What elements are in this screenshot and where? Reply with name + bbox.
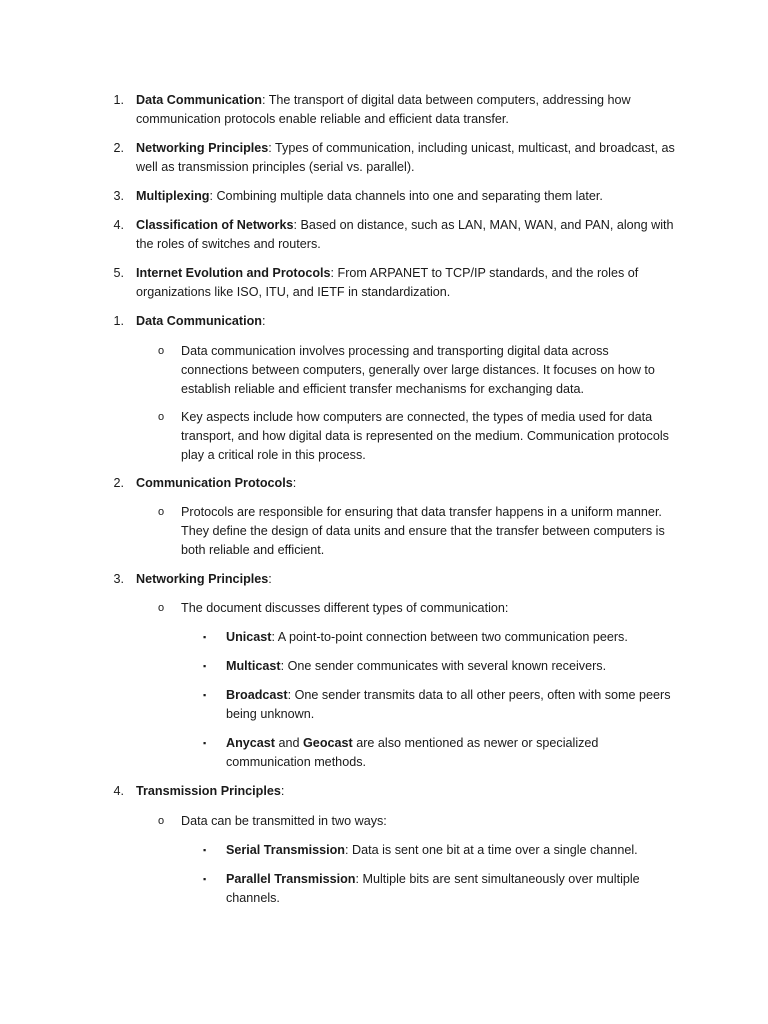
term: Parallel Transmission xyxy=(226,872,356,886)
section-title: Communication Protocols xyxy=(136,476,293,490)
section-heading-transmission-principles xyxy=(136,782,676,801)
list-number: 4. xyxy=(113,218,124,232)
bullet-text: The document discusses different types of communication: xyxy=(181,601,509,615)
square-bullet: ▪ xyxy=(203,738,207,748)
definition: : Data is sent one bit at a time over a single channel. xyxy=(345,843,638,857)
bullet-text: Key aspects include how computers are connected, the types of media used for data transport, and how digital data is represented on the medium. Communication protocols play a critical role in this process. xyxy=(181,410,669,462)
bullet-text: Data communication involves processing and transporting digital data across connections between computers, generally over large distances. It focuses on how to establish reliable and efficient transfer mechanisms for exchanging data. xyxy=(181,344,655,396)
term: Anycast xyxy=(226,736,275,750)
section-heading-communication-protocols xyxy=(136,474,676,493)
square-bullet: ▪ xyxy=(203,874,207,884)
item-heading: Internet Evolution and Protocols xyxy=(136,266,331,280)
definition: are also mentioned as newer or specialized communication methods. xyxy=(226,736,599,769)
item-text: : Based on distance, such as LAN, MAN, WAN, and PAN, along with the roles of switches and routers. xyxy=(136,218,674,251)
item-heading: Data Communication xyxy=(136,93,262,107)
section-number: 2. xyxy=(113,476,124,490)
section-heading-networking-principles xyxy=(136,570,676,589)
section-heading-data-communication xyxy=(136,312,676,331)
bullet-text: Protocols are responsible for ensuring that data transfer happens in a uniform manner. They define the design of data units and ensure that the transfer between computers is both reliable and efficient. xyxy=(181,505,665,557)
colon: : xyxy=(280,784,285,798)
item-heading: Multiplexing xyxy=(136,189,210,203)
square-bullet: ▪ xyxy=(203,690,207,700)
overview-item-classification xyxy=(136,216,676,254)
circle-bullet: o xyxy=(158,506,165,518)
overview-item-data-communication xyxy=(136,91,676,129)
sub-bullet-parallel xyxy=(226,870,678,908)
section-title: Data Communication xyxy=(136,314,262,328)
sub-bullet-unicast xyxy=(226,628,678,647)
list-number: 2. xyxy=(113,141,124,155)
definition: : One sender transmits data to all other peers, often with some peers being unknown. xyxy=(226,688,671,721)
circle-bullet: o xyxy=(158,411,165,423)
circle-bullet: o xyxy=(158,345,165,357)
colon: : xyxy=(268,572,272,586)
overview-item-multiplexing xyxy=(136,187,676,206)
sub-bullet-multicast xyxy=(226,657,678,676)
section-title: Networking Principles xyxy=(136,572,269,586)
colon: : xyxy=(292,476,297,490)
section-number: 4. xyxy=(113,784,124,798)
item-heading: Classification of Networks xyxy=(136,218,294,232)
sub-bullet-serial xyxy=(226,841,678,860)
term: Serial Transmission xyxy=(226,843,345,857)
term: Broadcast xyxy=(226,688,288,702)
square-bullet: ▪ xyxy=(203,632,207,642)
list-number: 5. xyxy=(113,266,124,280)
item-heading: Networking Principles xyxy=(136,141,269,155)
item-text: : Types of communication, including unicast, multicast, and broadcast, as well as transmission principles (serial vs. parallel). xyxy=(136,141,675,174)
section-title: Transmission Principles xyxy=(136,784,281,798)
definition: : One sender communicates with several known receivers. xyxy=(280,659,607,673)
item-text: : From ARPANET to TCP/IP standards, and the roles of organizations like ISO, ITU, and IETF in standardization. xyxy=(136,266,639,299)
circle-bullet: o xyxy=(158,815,165,827)
section-number: 3. xyxy=(113,572,124,586)
list-number: 3. xyxy=(113,189,124,203)
item-text: : Combining multiple data channels into one and separating them later. xyxy=(209,189,603,203)
definition: : A point-to-point connection between two communication peers. xyxy=(271,630,628,644)
overview-item-networking-principles xyxy=(136,139,676,177)
overview-item-internet-evolution xyxy=(136,264,676,302)
term: Multicast xyxy=(226,659,281,673)
connector: and xyxy=(275,736,304,750)
square-bullet: ▪ xyxy=(203,845,207,855)
bullet-text: Data can be transmitted in two ways: xyxy=(181,814,387,828)
sub-bullet-anycast-geocast xyxy=(226,734,678,772)
colon: : xyxy=(261,314,266,328)
definition: : Multiple bits are sent simultaneously over multiple channels. xyxy=(226,872,640,905)
term: Unicast xyxy=(226,630,272,644)
section-number: 1. xyxy=(113,314,124,328)
item-text: : The transport of digital data between computers, addressing how communication protocols enable reliable and efficient data transfer. xyxy=(136,93,631,126)
circle-bullet: o xyxy=(158,602,165,614)
square-bullet: ▪ xyxy=(203,661,207,671)
list-number: 1. xyxy=(113,93,124,107)
term: Geocast xyxy=(303,736,353,750)
sub-bullet-broadcast xyxy=(226,686,678,724)
